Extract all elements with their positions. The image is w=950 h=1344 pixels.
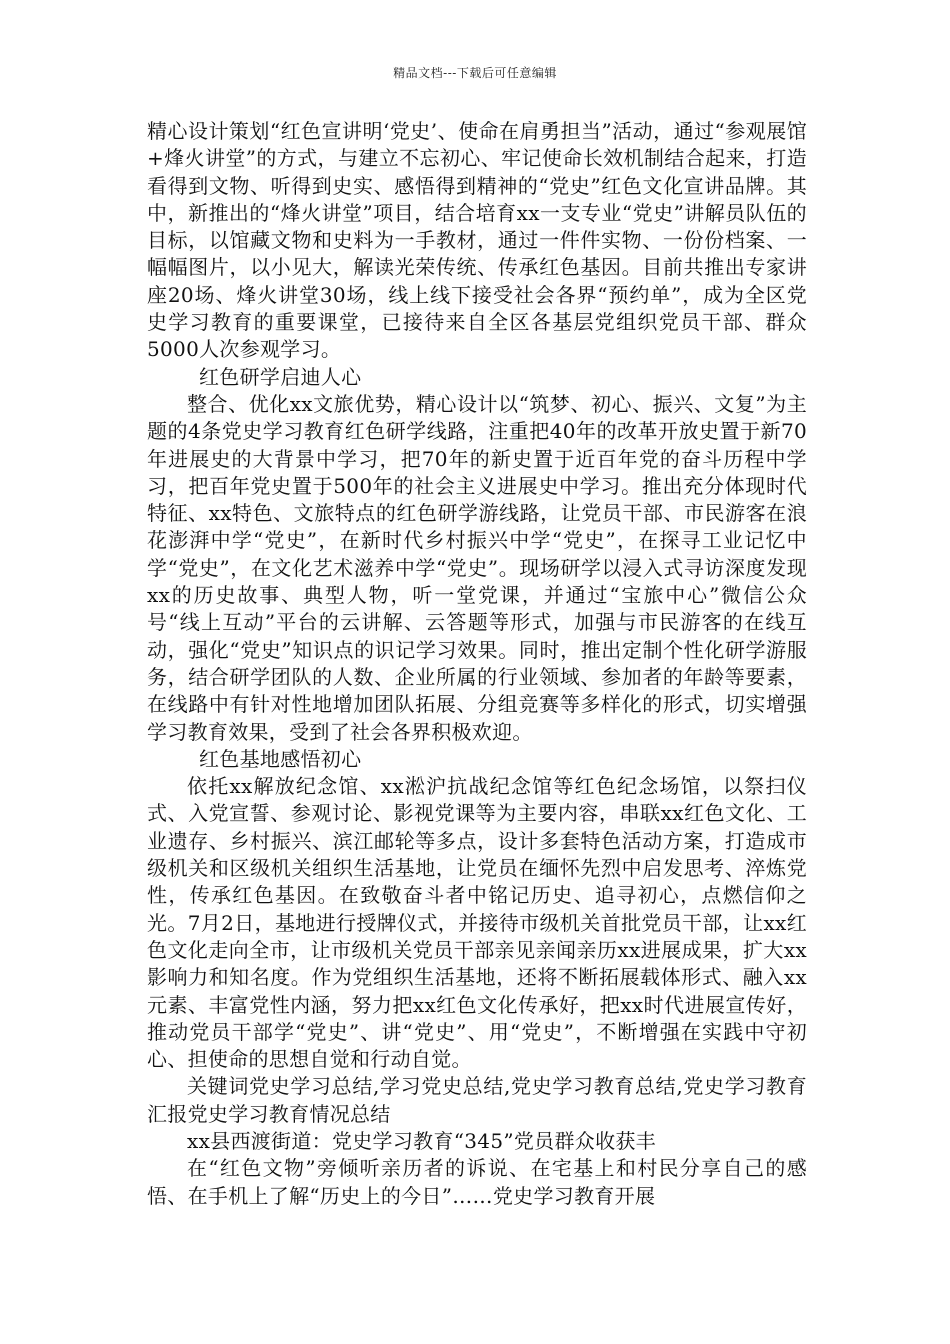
paragraph-article-intro: 在“红色文物”旁倾听亲历者的诉说、在宅基上和村民分享自己的感悟、在手机上了解“历史上的今日”……党史学习教育开展 (147, 1156, 807, 1208)
paragraph-red-base: 依托xx解放纪念馆、xx淞沪抗战纪念馆等红色纪念场馆，以祭扫仪式、入党宣誓、参观讨论、影视党课等为主要内容，串联xx红色文化、工业遗存、乡村振兴、滨江邮轮等多点，设计多套特色活动方案，打造成市级机关和区级机关组织生活基地，让党员在缅怀先烈中启发思考、淬炼党性，传承红色基因。在致敬奋斗者中铭记历史、追寻初心，点燃信仰之光。7月2日，基地进行授牌仪式，并接待市级机关首批党员干部，让xx红色文化走向全市，让市级机关党员干部亲见亲闻亲历xx进展成果，扩大xx影响力和知名度。作为党组织生活基地，还将不断拓展载体形式、融入xx元素、丰富党性内涵，努力把xx红色文化传承好，把xx时代进展宣传好，推动党员干部学“党史”、讲“党史”、用“党史”，不断增强在实践中守初心、担使命的思想自觉和行动自觉。 (147, 774, 807, 1072)
section-heading-red-base: 红色基地感悟初心 (199, 746, 362, 771)
paragraph-article-title: xx县西渡街道：党史学习教育“345”党员群众收获丰 (187, 1128, 656, 1153)
paragraph-keywords: 关键词党史学习总结,学习党史总结,党史学习教育总结,党史学习教育汇报党史学习教育情况总结 (147, 1074, 807, 1126)
document-body (147, 118, 807, 1210)
paragraph-red-study-routes: 整合、优化xx文旅优势，精心设计以“筑梦、初心、振兴、文复”为主题的4条党史学习教育红色研学线路，注重把40年的改革开放史置于新70年进展史的大背景中学习，把70年的新史置于近百年党的奋斗历程中学习，把百年党史置于500年的社会主义进展史中学习。推出充分体现时代特征、xx特色、文旅特点的红色研学游线路，让党员干部、市民游客在浪花澎湃中学“党史”，在新时代乡村振兴中学“党史”，在探寻工业记忆中学“党史”，在文化艺术滋养中学“党史”。现场研学以浸入式寻访深度发现xx的历史故事、典型人物，听一堂党课，并通过“宝旅中心”微信公众号“线上互动”平台的云讲解、云答题等形式，加强与市民游客的在线互动，强化“党史”知识点的识记学习效果。同时，推出定制个性化研学游服务，结合研学团队的人数、企业所属的行业领域、参加者的年龄等要素，在线路中有针对性地增加团队拓展、分组竞赛等多样化的形式，切实增强学习教育效果，受到了社会各界积极欢迎。 (147, 391, 807, 744)
paragraph-lecture-program: 精心设计策划“红色宣讲明‘党史’、使命在肩勇担当”活动，通过“参观展馆+烽火讲堂”的方式，与建立不忘初心、牢记使命长效机制结合起来，打造看得到文物、听得到史实、感悟得到精神的“党史”红色文化宣讲品牌。其中，新推出的“烽火讲堂”项目，结合培育xx一支专业“党史”讲解员队伍的目标，以馆藏文物和史料为一手教材，通过一件件实物、一份份档案、一幅幅图片，以小见大，解读光荣传统、传承红色基因。目前共推出专家讲座20场、烽火讲堂30场，线上线下接受社会各界“预约单”，成为全区党史学习教育的重要课堂，已接待来自全区各基层党组织党员干部、群众5000人次参观学习。 (147, 119, 807, 362)
section-heading-red-study: 红色研学启迪人心 (199, 364, 362, 389)
page-header: 精品文档---下载后可任意编辑 (393, 66, 557, 80)
